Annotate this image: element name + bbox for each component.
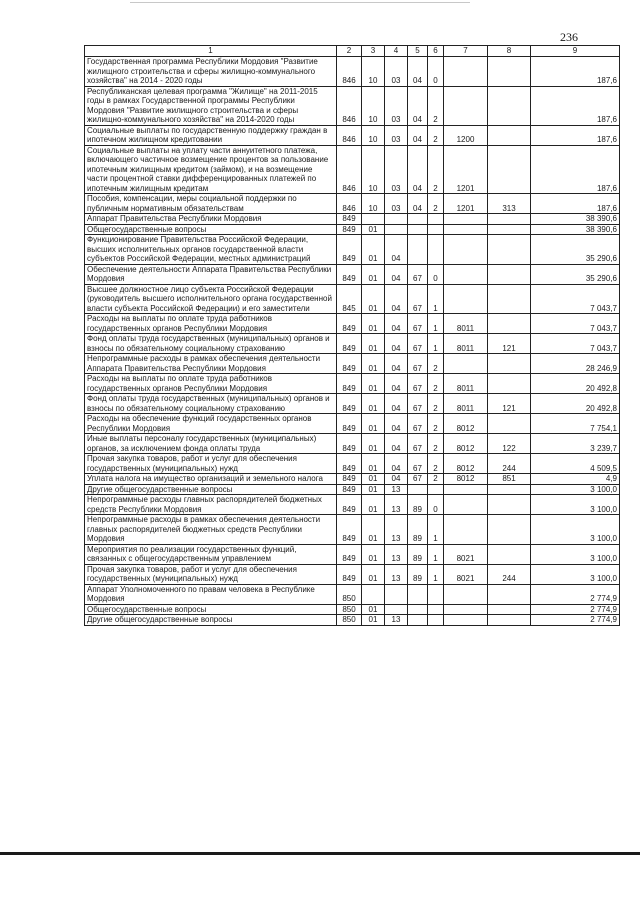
direction-code-cell: 8021: [444, 564, 488, 584]
row-name-cell: Прочая закупка товаров, работ и услуг для обеспечения государственных (муниципальных) нужд: [85, 564, 337, 584]
table-row: [85, 394, 620, 414]
section-code-cell: 01: [362, 544, 385, 564]
expense-type-cell: [488, 264, 531, 284]
program-code-cell: 04: [408, 125, 428, 145]
table-row: [85, 484, 620, 495]
program-code-cell: [408, 604, 428, 615]
expense-type-cell: [488, 584, 531, 604]
section-code-cell: 01: [362, 495, 385, 515]
section-code-cell: 10: [362, 57, 385, 87]
amount-cell: 4 509,5: [531, 454, 620, 474]
section-code-cell: 01: [362, 474, 385, 485]
direction-code-cell: 1200: [444, 125, 488, 145]
amount-cell: 3 100,0: [531, 495, 620, 515]
expense-type-cell: [488, 414, 531, 434]
program-code-cell: [408, 615, 428, 626]
section-code-cell: 01: [362, 615, 385, 626]
program-code-cell: 89: [408, 564, 428, 584]
section-code-cell: 01: [362, 334, 385, 354]
table-row: [85, 314, 620, 334]
program-code-cell: 67: [408, 314, 428, 334]
subsection-code-cell: [385, 584, 408, 604]
ministry-code-cell: 849: [337, 414, 362, 434]
subprogram-code-cell: 2: [428, 434, 444, 454]
subprogram-code-cell: 0: [428, 495, 444, 515]
subsection-code-cell: 13: [385, 615, 408, 626]
ministry-code-cell: 850: [337, 604, 362, 615]
ministry-code-cell: 849: [337, 214, 362, 225]
table-row: [85, 414, 620, 434]
table-row: [85, 544, 620, 564]
expense-type-cell: [488, 125, 531, 145]
expense-type-cell: [488, 495, 531, 515]
column-header: 3: [362, 46, 385, 57]
section-code-cell: 01: [362, 224, 385, 235]
table-row: [85, 86, 620, 125]
amount-cell: 20 492,8: [531, 374, 620, 394]
subprogram-code-cell: 1: [428, 314, 444, 334]
amount-cell: 187,6: [531, 194, 620, 214]
expense-type-cell: 313: [488, 194, 531, 214]
table-row: [85, 194, 620, 214]
subsection-code-cell: 04: [385, 454, 408, 474]
subprogram-code-cell: 2: [428, 374, 444, 394]
subsection-code-cell: 03: [385, 145, 408, 194]
ministry-code-cell: 849: [337, 354, 362, 374]
column-header: 6: [428, 46, 444, 57]
expense-type-cell: 244: [488, 454, 531, 474]
ministry-code-cell: 850: [337, 584, 362, 604]
subsection-code-cell: 04: [385, 235, 408, 265]
row-name-cell: Другие общегосударственные вопросы: [85, 615, 337, 626]
subsection-code-cell: 04: [385, 314, 408, 334]
subsection-code-cell: [385, 604, 408, 615]
program-code-cell: [408, 584, 428, 604]
ministry-code-cell: 849: [337, 394, 362, 414]
amount-cell: 187,6: [531, 57, 620, 87]
ministry-code-cell: 849: [337, 484, 362, 495]
table-row: [85, 604, 620, 615]
ministry-code-cell: 849: [337, 454, 362, 474]
row-name-cell: Мероприятия по реализации государственных функций, связанных с общегосударственным управлением: [85, 544, 337, 564]
subsection-code-cell: 04: [385, 334, 408, 354]
direction-code-cell: [444, 484, 488, 495]
direction-code-cell: 8012: [444, 474, 488, 485]
direction-code-cell: [444, 86, 488, 125]
row-name-cell: Непрограммные расходы главных распорядителей бюджетных средств Республики Мордовия: [85, 495, 337, 515]
subprogram-code-cell: 2: [428, 86, 444, 125]
program-code-cell: 67: [408, 414, 428, 434]
amount-cell: 20 492,8: [531, 394, 620, 414]
subsection-code-cell: 13: [385, 544, 408, 564]
program-code-cell: 04: [408, 145, 428, 194]
budget-table: [84, 45, 620, 626]
program-code-cell: 67: [408, 334, 428, 354]
expense-type-cell: [488, 145, 531, 194]
subsection-code-cell: 13: [385, 484, 408, 495]
row-name-cell: Социальные выплаты на уплату части аннуитетного платежа, включающего частичное возмещение процентов за пользование ипотечным жилищным кредитом (займом), и на возмещение части процентной ставки дифференцированных платежей по ипотечным жилищным кредитам: [85, 145, 337, 194]
expense-type-cell: [488, 615, 531, 626]
ministry-code-cell: 849: [337, 495, 362, 515]
subsection-code-cell: 03: [385, 194, 408, 214]
column-header: 8: [488, 46, 531, 57]
expense-type-cell: 121: [488, 394, 531, 414]
section-code-cell: 01: [362, 434, 385, 454]
subsection-code-cell: 03: [385, 57, 408, 87]
subsection-code-cell: 04: [385, 284, 408, 314]
expense-type-cell: [488, 235, 531, 265]
program-code-cell: [408, 214, 428, 225]
section-code-cell: [362, 584, 385, 604]
ministry-code-cell: 846: [337, 125, 362, 145]
expense-type-cell: [488, 86, 531, 125]
top-scan-line: [130, 2, 470, 3]
section-code-cell: 01: [362, 235, 385, 265]
direction-code-cell: [444, 264, 488, 284]
subprogram-code-cell: 2: [428, 394, 444, 414]
direction-code-cell: 8012: [444, 414, 488, 434]
column-header: 2: [337, 46, 362, 57]
row-name-cell: Республиканская целевая программа "Жилище" на 2011-2015 годы в рамках Государственной программы Республики Мордовия "Развитие жилищного строительства и сферы жилищно-коммунального хозяйства" на 2014-2020 годы: [85, 86, 337, 125]
row-name-cell: Непрограммные расходы в рамках обеспечения деятельности главных распорядителей бюджетных средств Республики Мордовия: [85, 515, 337, 545]
table-row: [85, 125, 620, 145]
amount-cell: 2 774,9: [531, 615, 620, 626]
table-row: [85, 264, 620, 284]
table-row: [85, 615, 620, 626]
subprogram-code-cell: 1: [428, 544, 444, 564]
amount-cell: 35 290,6: [531, 235, 620, 265]
amount-cell: 3 100,0: [531, 564, 620, 584]
amount-cell: 7 043,7: [531, 334, 620, 354]
subsection-code-cell: 13: [385, 515, 408, 545]
row-name-cell: Прочая закупка товаров, работ и услуг для обеспечения государственных (муниципальных) нужд: [85, 454, 337, 474]
direction-code-cell: 8012: [444, 434, 488, 454]
expense-type-cell: [488, 214, 531, 225]
subprogram-code-cell: 0: [428, 57, 444, 87]
ministry-code-cell: 846: [337, 86, 362, 125]
table-row: [85, 334, 620, 354]
section-code-cell: 01: [362, 394, 385, 414]
direction-code-cell: [444, 354, 488, 374]
expense-type-cell: [488, 515, 531, 545]
row-name-cell: Расходы на выплаты по оплате труда работников государственных органов Республики Мордовия: [85, 314, 337, 334]
subprogram-code-cell: 1: [428, 564, 444, 584]
ministry-code-cell: 849: [337, 334, 362, 354]
direction-code-cell: [444, 284, 488, 314]
program-code-cell: 67: [408, 374, 428, 394]
program-code-cell: 89: [408, 544, 428, 564]
ministry-code-cell: 849: [337, 544, 362, 564]
section-code-cell: [362, 214, 385, 225]
ministry-code-cell: 849: [337, 474, 362, 485]
subsection-code-cell: 04: [385, 414, 408, 434]
amount-cell: 7 043,7: [531, 314, 620, 334]
section-code-cell: 01: [362, 284, 385, 314]
row-name-cell: Иные выплаты персоналу государственных (муниципальных) органов, за исключением фонда оплаты труда: [85, 434, 337, 454]
subsection-code-cell: 03: [385, 125, 408, 145]
row-name-cell: Пособия, компенсации, меры социальной поддержки по публичным нормативным обязательствам: [85, 194, 337, 214]
subprogram-code-cell: 2: [428, 125, 444, 145]
section-code-cell: 01: [362, 314, 385, 334]
row-name-cell: Фонд оплаты труда государственных (муниципальных) органов и взносы по обязательному социальному страхованию: [85, 394, 337, 414]
amount-cell: 38 390,6: [531, 224, 620, 235]
subsection-code-cell: 04: [385, 394, 408, 414]
row-name-cell: Расходы на обеспечение функций государственных органов Республики Мордовия: [85, 414, 337, 434]
ministry-code-cell: 849: [337, 434, 362, 454]
table-row: [85, 284, 620, 314]
ministry-code-cell: 849: [337, 264, 362, 284]
program-code-cell: 67: [408, 354, 428, 374]
program-code-cell: 67: [408, 394, 428, 414]
section-code-cell: 01: [362, 264, 385, 284]
subprogram-code-cell: [428, 224, 444, 235]
direction-code-cell: [444, 495, 488, 515]
ministry-code-cell: 846: [337, 194, 362, 214]
row-name-cell: Аппарат Уполномоченного по правам человека в Республике Мордовия: [85, 584, 337, 604]
ministry-code-cell: 849: [337, 235, 362, 265]
subsection-code-cell: 04: [385, 474, 408, 485]
table-row: [85, 454, 620, 474]
section-code-cell: 01: [362, 515, 385, 545]
column-header: 4: [385, 46, 408, 57]
expense-type-cell: [488, 484, 531, 495]
expense-type-cell: [488, 604, 531, 615]
section-code-cell: 01: [362, 564, 385, 584]
section-code-cell: 10: [362, 145, 385, 194]
amount-cell: 187,6: [531, 145, 620, 194]
expense-type-cell: [488, 224, 531, 235]
table-row: [85, 564, 620, 584]
section-code-cell: 01: [362, 454, 385, 474]
direction-code-cell: [444, 604, 488, 615]
direction-code-cell: 8011: [444, 394, 488, 414]
direction-code-cell: [444, 57, 488, 87]
row-name-cell: Уплата налога на имущество организаций и земельного налога: [85, 474, 337, 485]
subprogram-code-cell: [428, 584, 444, 604]
direction-code-cell: [444, 235, 488, 265]
subprogram-code-cell: 2: [428, 454, 444, 474]
program-code-cell: 04: [408, 86, 428, 125]
program-code-cell: 67: [408, 284, 428, 314]
table-row: [85, 374, 620, 394]
section-code-cell: 01: [362, 374, 385, 394]
subprogram-code-cell: 2: [428, 145, 444, 194]
direction-code-cell: [444, 615, 488, 626]
column-header: 7: [444, 46, 488, 57]
table-row: [85, 354, 620, 374]
amount-cell: 35 290,6: [531, 264, 620, 284]
row-name-cell: Функционирование Правительства Российской Федерации, высших исполнительных органов государственной власти субъектов Российской Федерации, местных администраций: [85, 235, 337, 265]
amount-cell: 28 246,9: [531, 354, 620, 374]
subsection-code-cell: 13: [385, 495, 408, 515]
subprogram-code-cell: 2: [428, 194, 444, 214]
amount-cell: 187,6: [531, 125, 620, 145]
table-row: [85, 584, 620, 604]
row-name-cell: Государственная программа Республики Мордовия "Развитие жилищного строительства и сферы жилищно-коммунального хозяйства" на 2014 - 2020 годы: [85, 57, 337, 87]
program-code-cell: 67: [408, 454, 428, 474]
subprogram-code-cell: 2: [428, 414, 444, 434]
subsection-code-cell: 04: [385, 354, 408, 374]
table-row: [85, 474, 620, 485]
table-row: [85, 224, 620, 235]
column-header: 5: [408, 46, 428, 57]
direction-code-cell: 1201: [444, 145, 488, 194]
expense-type-cell: [488, 354, 531, 374]
row-name-cell: Высшее должностное лицо субъекта Российской Федерации (руководитель высшего исполнительного органа государственной власти субъекта Российской Федерации) и его заместители: [85, 284, 337, 314]
ministry-code-cell: 850: [337, 615, 362, 626]
table-row: [85, 515, 620, 545]
amount-cell: 2 774,9: [531, 584, 620, 604]
direction-code-cell: 8011: [444, 314, 488, 334]
expense-type-cell: [488, 284, 531, 314]
table-row: [85, 145, 620, 194]
column-header: 9: [531, 46, 620, 57]
ministry-code-cell: 849: [337, 314, 362, 334]
direction-code-cell: [444, 224, 488, 235]
direction-code-cell: 8011: [444, 334, 488, 354]
program-code-cell: 67: [408, 264, 428, 284]
direction-code-cell: 8011: [444, 374, 488, 394]
expense-type-cell: 244: [488, 564, 531, 584]
expense-type-cell: [488, 544, 531, 564]
row-name-cell: Общегосударственные вопросы: [85, 224, 337, 235]
row-name-cell: Фонд оплаты труда государственных (муниципальных) органов и взносы по обязательному социальному страхованию: [85, 334, 337, 354]
subprogram-code-cell: [428, 214, 444, 225]
row-name-cell: Другие общегосударственные вопросы: [85, 484, 337, 495]
table-row: [85, 57, 620, 87]
page-number: 236: [560, 30, 578, 44]
program-code-cell: [408, 224, 428, 235]
table-row: [85, 434, 620, 454]
ministry-code-cell: 849: [337, 564, 362, 584]
header-row: [85, 46, 620, 57]
row-name-cell: Обеспечение деятельности Аппарата Правительства Республики Мордовия: [85, 264, 337, 284]
amount-cell: 3 239,7: [531, 434, 620, 454]
expense-type-cell: [488, 57, 531, 87]
section-code-cell: 10: [362, 125, 385, 145]
subsection-code-cell: 04: [385, 434, 408, 454]
subsection-code-cell: 13: [385, 564, 408, 584]
table-row: [85, 214, 620, 225]
ministry-code-cell: 849: [337, 374, 362, 394]
column-header: 1: [85, 46, 337, 57]
direction-code-cell: 8012: [444, 454, 488, 474]
ministry-code-cell: 849: [337, 224, 362, 235]
expense-type-cell: 122: [488, 434, 531, 454]
subprogram-code-cell: 1: [428, 515, 444, 545]
ministry-code-cell: 846: [337, 57, 362, 87]
amount-cell: 38 390,6: [531, 214, 620, 225]
subprogram-code-cell: [428, 604, 444, 615]
row-name-cell: Общегосударственные вопросы: [85, 604, 337, 615]
expense-type-cell: [488, 374, 531, 394]
section-code-cell: 01: [362, 484, 385, 495]
amount-cell: 7 754,1: [531, 414, 620, 434]
amount-cell: 2 774,9: [531, 604, 620, 615]
program-code-cell: 89: [408, 515, 428, 545]
program-code-cell: 67: [408, 474, 428, 485]
ministry-code-cell: 849: [337, 515, 362, 545]
expense-type-cell: 121: [488, 334, 531, 354]
program-code-cell: 04: [408, 194, 428, 214]
amount-cell: 3 100,0: [531, 515, 620, 545]
program-code-cell: 67: [408, 434, 428, 454]
expense-type-cell: [488, 314, 531, 334]
amount-cell: 4,9: [531, 474, 620, 485]
subprogram-code-cell: 2: [428, 354, 444, 374]
expense-type-cell: 851: [488, 474, 531, 485]
subsection-code-cell: [385, 224, 408, 235]
row-name-cell: Расходы на выплаты по оплате труда работников государственных органов Республики Мордовия: [85, 374, 337, 394]
program-code-cell: [408, 484, 428, 495]
section-code-cell: 01: [362, 354, 385, 374]
table-row: [85, 235, 620, 265]
row-name-cell: Социальные выплаты по государственную поддержку граждан в ипотечном жилищном кредитовании: [85, 125, 337, 145]
amount-cell: 3 100,0: [531, 544, 620, 564]
subprogram-code-cell: 0: [428, 264, 444, 284]
row-name-cell: Непрограммные расходы в рамках обеспечения деятельности Аппарата Правительства Республики Мордовия: [85, 354, 337, 374]
section-code-cell: 10: [362, 86, 385, 125]
subsection-code-cell: [385, 214, 408, 225]
section-code-cell: 10: [362, 194, 385, 214]
program-code-cell: 04: [408, 57, 428, 87]
direction-code-cell: 8021: [444, 544, 488, 564]
subsection-code-cell: 04: [385, 374, 408, 394]
scan-bottom-bar: [0, 852, 640, 855]
subsection-code-cell: 03: [385, 86, 408, 125]
amount-cell: 187,6: [531, 86, 620, 125]
ministry-code-cell: 845: [337, 284, 362, 314]
subprogram-code-cell: [428, 615, 444, 626]
subprogram-code-cell: [428, 235, 444, 265]
amount-cell: 3 100,0: [531, 484, 620, 495]
ministry-code-cell: 846: [337, 145, 362, 194]
direction-code-cell: [444, 584, 488, 604]
program-code-cell: [408, 235, 428, 265]
direction-code-cell: [444, 214, 488, 225]
section-code-cell: 01: [362, 604, 385, 615]
direction-code-cell: 1201: [444, 194, 488, 214]
row-name-cell: Аппарат Правительства Республики Мордовия: [85, 214, 337, 225]
table-body: [85, 57, 620, 626]
subprogram-code-cell: 1: [428, 284, 444, 314]
subprogram-code-cell: [428, 484, 444, 495]
direction-code-cell: [444, 515, 488, 545]
subprogram-code-cell: 1: [428, 334, 444, 354]
table-row: [85, 495, 620, 515]
program-code-cell: 89: [408, 495, 428, 515]
subprogram-code-cell: 2: [428, 474, 444, 485]
section-code-cell: 01: [362, 414, 385, 434]
subsection-code-cell: 04: [385, 264, 408, 284]
amount-cell: 7 043,7: [531, 284, 620, 314]
